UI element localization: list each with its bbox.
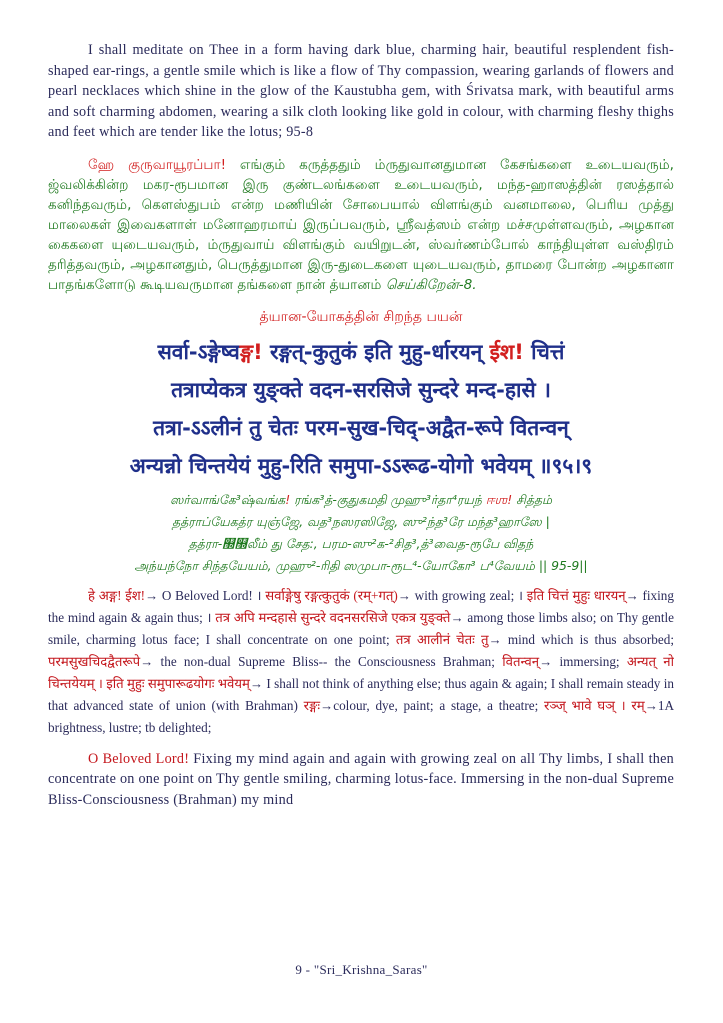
tamil-body: எங்கும் கருத்ததும் ம்ருதுவானதுமான கேசங்களை உடையவரும், ஜ்வலிக்கின்ற மகர-ரூபமான இரு குண்டலங்களை உடையவரும், மந்த-ஹாஸத்தின் ரஸத்தால் கனிந்தவரும், கௌஸ்துபம் என்ற மணியின் சோபையால் விளங்கும் வனமாலை, பெரிய முத்து மாலைகள் இவைகளாள் மனோஹரமாய் இருப்பவரும், ஸ்ரீவத்ஸம் என்ற மச்சமுள்ளவரும், அழகான கைகளை யுடையவரும், ம்ருதுவாய் விளங்கும் வயிறுடன், ஸ்வர்ணம்போல் காந்தியுள்ள வஸ்திரம் தரித்தவரும், அழகானதும், பெருத்துமான இரு-துடைகளை யுடையவரும், தாமரை போன்ற அழகானா பாதங்களோடு கூடியவருமான தங்களை நான் த்யானம் — [48, 156, 674, 293]
translit-line-1-a: ஸர்வாங்கே³ஷ்வங்க — [170, 491, 286, 507]
transliteration-line-2: தத்ராப்யேகத்ர யுஞ்ஜே, வத³நஸரஸிஜே, ஸு²ந்த³ரே மந்த³ஹாஸே | — [172, 513, 550, 529]
tamil-verse-ref: செய்கிறேன்-8. — [385, 276, 477, 293]
wm-english-6: → the non-dual Supreme Bliss-- the Consciousness Brahman; — [140, 653, 503, 669]
wm-sanskrit-5: तत्र आलीनं चेतः तु — [395, 631, 489, 647]
wm-sanskrit-1: हे अङ्ग! ईश! — [88, 587, 146, 603]
wm-sanskrit-4: तत्र अपि मन्दहासे सुन्दरे वदनसरसिजे एकत्र युङ्क्ते — [211, 609, 451, 625]
english-paragraph-verse-8: I shall meditate on Thee in a form having dark blue, charming hair, beautiful resplendent fish-shaped ear-rings, a gentle smile which is like a flow of Thy compassion, wearing garlands of flowers and pearl necklaces which shine in the glow of the Kaustubha gem, with Śrivatsa mark, with beautiful arms and soft charming abdomen, wearing a silk cloth looking like gold in colour, with charming fleshy thighs and feet which are tender like the lotus; 95-8 — [48, 42, 674, 140]
word-meaning-paragraph — [48, 585, 674, 739]
page-content — [48, 40, 674, 1010]
wm-english-3: → fixing the mind again & again thus; । — [48, 587, 674, 625]
wm-english-5: → mind which is thus absorbed; — [488, 631, 674, 647]
wm-sanskrit-10: रञ्ज् भावे घञ् । रम् — [544, 697, 645, 713]
sanskrit-line-1-red-a: ङ्ग! — [239, 339, 263, 364]
sanskrit-line-1-c: चित्तं — [523, 339, 565, 364]
translit-line-1-c: சித்தம் — [512, 491, 552, 507]
translit-line-1-red-b: ஈஶ! — [485, 491, 513, 507]
wm-sanskrit-9: रङ्गः — [303, 697, 321, 713]
transliteration-line-4: அந்யந்நோ சிந்தயேயம், முஹு²-ரிதி ஸமுபா-ரூட⁴-யோகோ³ ப⁴வேயம் || 95-9|| — [134, 557, 588, 573]
tamil-paragraph — [48, 155, 674, 295]
wm-english-8: → I shall not think of anything else; thus again & again; I shall remain steady in that advanced state of union (with Brahman) — [48, 675, 674, 713]
sanskrit-line-1-a: सर्वा-ऽङ्गेष्व — [157, 339, 240, 364]
final-invocation: O Beloved Lord! — [88, 750, 190, 767]
transliteration-line-1 — [48, 489, 674, 511]
final-body: Fixing my mind again and again with growing zeal on all Thy limbs, I shall then concentrate on one point on Thy gentle smiling, charming lotus-face. Immersing in the non-dual Supreme Bliss-Consciousness (Brahman) my mind — [48, 750, 674, 808]
sanskrit-line-4: अन्यन्नो चिन्तयेयं मुहु-रिति समुपा-ऽऽरूढ-योगो भवेयम् ॥९५।९ — [129, 453, 593, 478]
translit-line-1-red-a: ! — [285, 491, 291, 507]
wm-sanskrit-3: इति चित्तं मुहुः धारयन् — [523, 587, 626, 603]
wm-sanskrit-2: सर्वाङ्गेषु रङ्गत्कुतुकं (रम्+गत्) — [261, 587, 398, 603]
wm-sanskrit-6: परमसुखचिदद्वैतरूपे — [48, 653, 141, 669]
wm-english-10: →1A brightness, lustre; tb delighted; — [48, 697, 674, 735]
sanskrit-line-1-red-b: ईश! — [489, 339, 524, 364]
wm-sanskrit-7: वितन्वन् — [502, 653, 540, 669]
tamil-invocation: ஹே குருவாயூரப்பா! — [88, 156, 227, 173]
section-heading: த்யான-யோகத்தின் சிறந்த பயன் — [259, 308, 463, 325]
sanskrit-line-1-b: रङ्गत्-कुतुकं इति मुहु-र्धारयन् — [262, 339, 490, 364]
wm-english-1: → O Beloved Lord! । — [145, 587, 262, 603]
sanskrit-line-3: तत्रा-ऽऽलीनं तु चेतः परम-सुख-चिद्-अद्वैत-रूपे वितन्वन् — [153, 415, 569, 440]
sanskrit-line-2: तत्राप्येकत्र युङ्क्ते वदन-सरसिजे सुन्दरे मन्द-हासे । — [171, 377, 551, 402]
translit-line-1-b: ரங்க³த்-குதுகமதி முஹு³ர்தா⁴ரயந் — [290, 491, 486, 507]
english-paragraph-verse-9 — [48, 749, 674, 811]
wm-english-2: → with growing zeal; । — [397, 587, 524, 603]
wm-english-7: → immersing; — [539, 653, 627, 669]
wm-english-9: →colour, dye, paint; a stage, a theatre; — [320, 697, 545, 713]
sanskrit-line-1 — [48, 333, 674, 371]
wm-sanskrit-8: अन्यत् नो चिन्तयेयम् । इति मुहुः समुपारूढयोगः भवेयम् — [48, 653, 674, 691]
page-footer: 9 - "Sri_Krishna_Saras" — [295, 962, 428, 977]
sanskrit-verse — [48, 333, 674, 485]
wm-english-4: → among those limbs also; on Thy gentle smile, charming lotus face; I shall concentrate on one point; — [48, 609, 674, 647]
transliteration-line-3: தத்ரா-஽஽லீம் து சேத:, பரம-ஸு²க-²சித³,த்³வைத-ரூபே விதந் — [188, 535, 534, 551]
tamil-transliteration — [48, 489, 674, 577]
